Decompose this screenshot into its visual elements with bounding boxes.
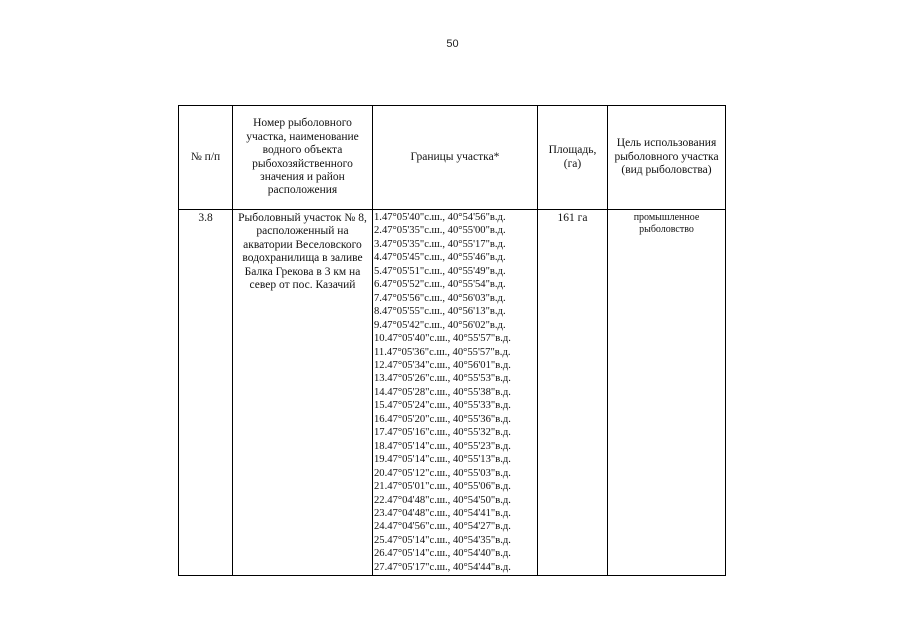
row-coordinates <box>373 210 538 576</box>
coordinate-item: 1.47°05'40"с.ш., 40°54'56"в.д. <box>374 212 506 223</box>
coordinate-item: 15.47°05'24"с.ш., 40°55'33"в.д. <box>374 400 511 412</box>
coordinate-item: 9.47°05'42"с.ш., 40°56'02"в.д. <box>374 319 506 331</box>
coordinate-item: 24.47°04'56"с.ш., 40°54'27"в.д. <box>374 521 511 533</box>
coordinate-item: 10.47°05'40"с.ш., 40°55'57"в.д. <box>374 333 511 345</box>
header-area: Площадь, (га) <box>538 106 608 210</box>
coordinate-item: 3.47°05'35"с.ш., 40°55'17"в.д. <box>374 238 506 250</box>
coordinate-item: 5.47°05'51"с.ш., 40°55'49"в.д. <box>374 265 506 277</box>
header-purpose: Цель использования рыболовного участка (вид рыболовства) <box>608 106 726 210</box>
coordinate-item: 23.47°04'48"с.ш., 40°54'41"в.д. <box>374 507 511 519</box>
coordinate-item: 16.47°05'20"с.ш., 40°55'36"в.д. <box>374 413 511 425</box>
row-purpose: промышленное рыболовство <box>608 210 726 576</box>
coordinate-item: 27.47°05'17"с.ш., 40°54'44"в.д. <box>374 561 511 573</box>
coordinate-item: 8.47°05'55"с.ш., 40°56'13"в.д. <box>374 306 506 318</box>
coordinate-item: 19.47°05'14"с.ш., 40°55'13"в.д. <box>374 454 511 466</box>
coordinate-item: 4.47°05'45"с.ш., 40°55'46"в.д. <box>374 252 506 264</box>
coordinate-item: 18.47°05'14"с.ш., 40°55'23"в.д. <box>374 440 511 452</box>
table-row <box>179 210 726 576</box>
row-num: 3.8 <box>179 210 233 576</box>
coordinate-item: 7.47°05'56"с.ш., 40°56'03"в.д. <box>374 292 506 304</box>
fishing-area-table <box>178 105 726 576</box>
header-borders: Границы участка* <box>373 106 538 210</box>
coordinate-item: 12.47°05'34"с.ш., 40°56'01"в.д. <box>374 359 511 371</box>
coordinate-item: 21.47°05'01"с.ш., 40°55'06"в.д. <box>374 481 511 493</box>
header-name: Номер рыболовного участка, наименование водного объекта рыбохозяйственного значения и район расположения <box>233 106 373 210</box>
coordinate-item: 26.47°05'14"с.ш., 40°54'40"в.д. <box>374 548 511 560</box>
row-name: Рыболовный участок № 8, расположенный на акватории Веселовского водохранилища в заливе Балка Грекова в 3 км на север от пос. Казачий <box>233 210 373 576</box>
coordinate-item: 25.47°05'14"с.ш., 40°54'35"в.д. <box>374 534 511 546</box>
coordinate-item: 6.47°05'52"с.ш., 40°55'54"в.д. <box>374 279 506 291</box>
row-area: 161 га <box>538 210 608 576</box>
header-num: № п/п <box>179 106 233 210</box>
coordinate-item: 13.47°05'26"с.ш., 40°55'53"в.д. <box>374 373 511 385</box>
coordinate-item: 17.47°05'16"с.ш., 40°55'32"в.д. <box>374 427 511 439</box>
table-header-row <box>179 106 726 210</box>
coordinate-item: 14.47°05'28"с.ш., 40°55'38"в.д. <box>374 386 511 398</box>
coordinate-item: 22.47°04'48"с.ш., 40°54'50"в.д. <box>374 494 511 506</box>
coordinate-item: 2.47°05'35"с.ш., 40°55'00"в.д. <box>374 225 506 237</box>
coordinate-item: 11.47°05'36"с.ш., 40°55'57"в.д. <box>374 346 511 358</box>
coordinate-item: 20.47°05'12"с.ш., 40°55'03"в.д. <box>374 467 511 479</box>
page-number: 50 <box>446 38 459 50</box>
